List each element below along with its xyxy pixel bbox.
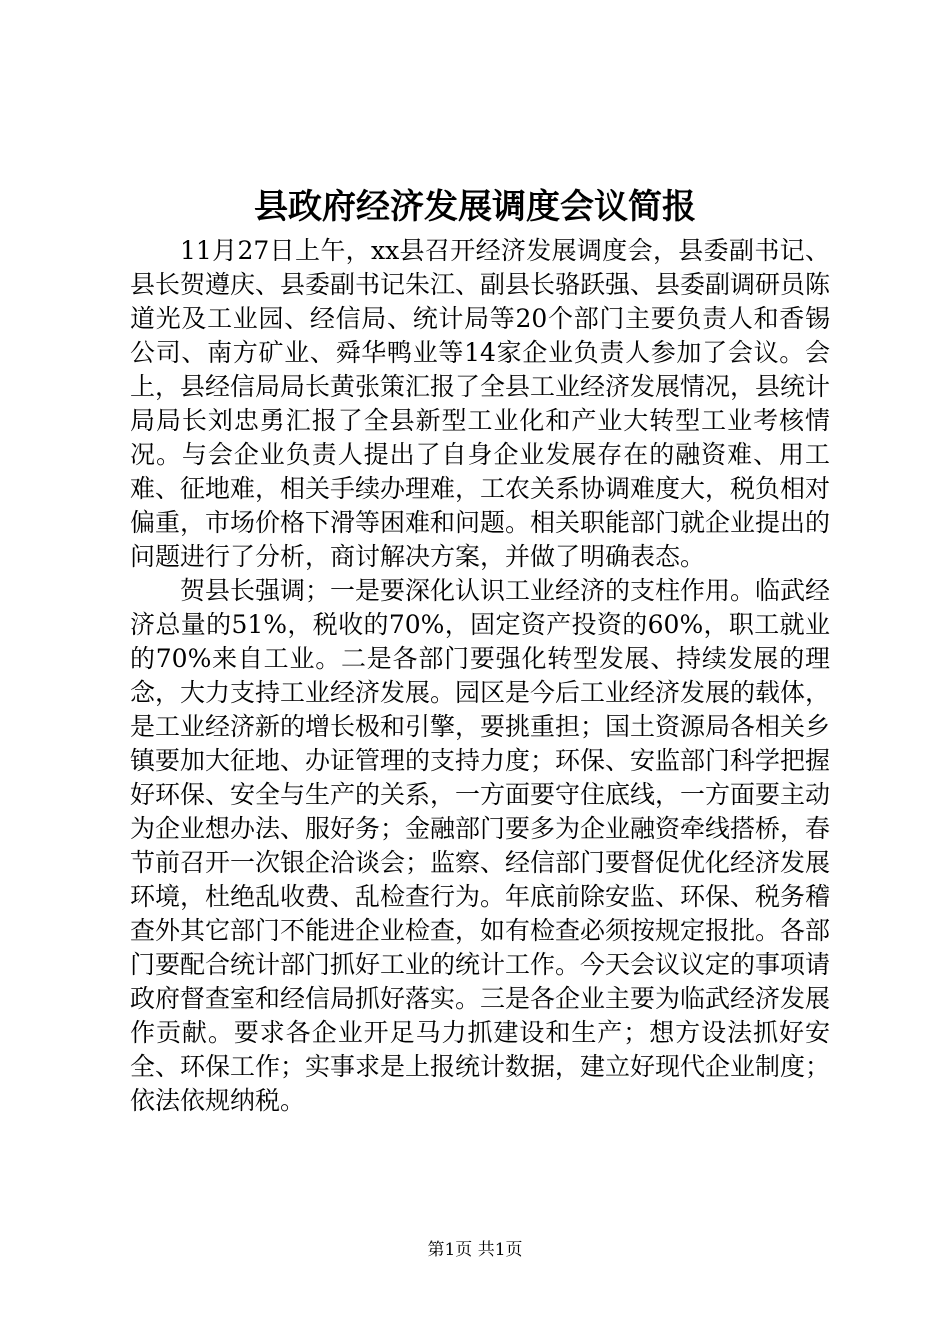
document-body — [130, 234, 830, 1118]
paragraph-2: 贺县长强调；一是要深化认识工业经济的支柱作用。临武经济总量的51%，税收的70%，固定资产投资的60%，职工就业的70%来自工业。二是各部门要强化转型发展、持续发展的理念，大力支持工业经济发展。园区是今后工业经济发展的载体，是工业经济新的增长极和引擎，要挑重担；国土资源局各相关乡镇要加大征地、办证管理的支持力度；环保、安监部门科学把握好环保、安全与生产的关系，一方面要守住底线，一方面要主动为企业想办法、服好务；金融部门要多为企业融资牵线搭桥，春节前召开一次银企洽谈会；监察、经信部门要督促优化经济发展环境，杜绝乱收费、乱检查行为。年底前除安监、环保、税务稽查外其它部门不能进企业检查，如有检查必须按规定报批。各部门要配合统计部门抓好工业的统计工作。今天会议议定的事项请政府督查室和经信局抓好落实。三是各企业主要为临武经济发展作贡献。要求各企业开足马力抓建设和生产；想方设法抓好安全、环保工作；实事求是上报统计数据，建立好现代企业制度；依法依规纳税。 — [130, 576, 831, 1115]
document-title: 县政府经济发展调度会议简报 — [254, 187, 696, 227]
page-footer: 第1页 共1页 — [427, 1240, 523, 1260]
paragraph-1: 11月27日上午，xx县召开经济发展调度会，县委副书记、县长贺遵庆、县委副书记朱江、副县长骆跃强、县委副调研员陈道光及工业园、经信局、统计局等20个部门主要负责人和香锡公司、南方矿业、舜华鸭业等14家企业负责人参加了会议。会上，县经信局局长黄张策汇报了全县工业经济发展情况，县统计局局长刘忠勇汇报了全县新型工业化和产业大转型工业考核情况。与会企业负责人提出了自身企业发展存在的融资难、用工难、征地难，相关手续办理难，工农关系协调难度大，税负相对偏重，市场价格下滑等困难和问题。相关职能部门就企业提出的问题进行了分析，商讨解决方案，并做了明确表态。 — [130, 236, 831, 571]
